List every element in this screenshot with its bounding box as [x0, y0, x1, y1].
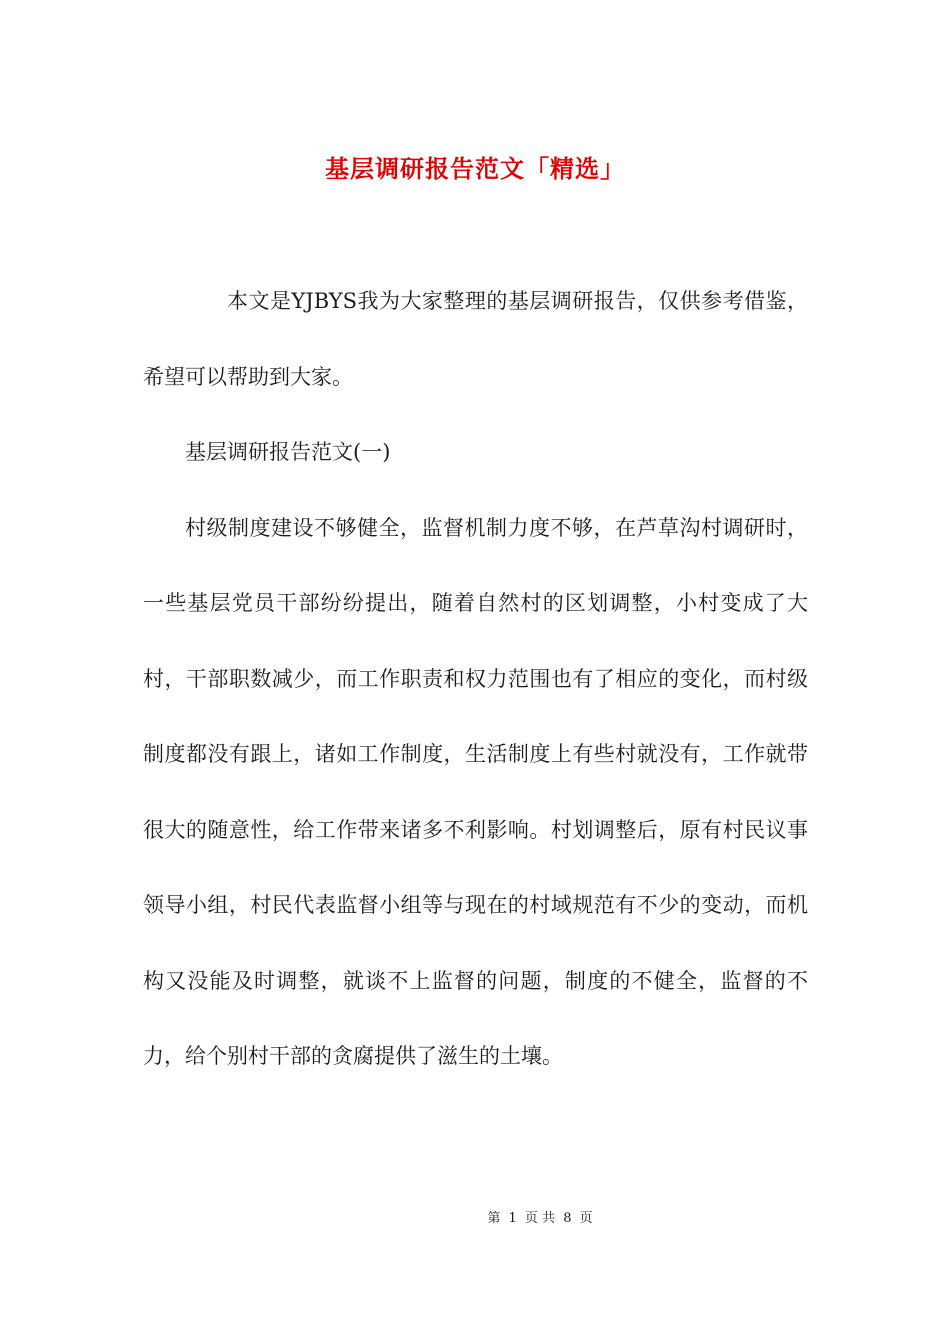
section-heading: 基层调研报告范文(一) — [185, 440, 391, 464]
intro-paragraph: 本文是YJBYS我为大家整理的基层调研报告，仅供参考借鉴，希望可以帮助到大家。 — [143, 289, 808, 389]
page-footer — [0, 1207, 950, 1226]
footer-suffix: 页 — [579, 1211, 593, 1226]
footer-page-number: 1 — [508, 1211, 517, 1226]
footer-prefix: 第 — [487, 1211, 501, 1226]
body-paragraph: 村级制度建设不够健全，监督机制力度不够，在芦草沟村调研时，一些基层党员干部纷纷提出，随着自然村的区划调整，小村变成了大村，干部职数减少，而工作职责和权力范围也有了相应的变化，而村级制度都没有跟上，诸如工作制度，生活制度上有些村就没有，工作就带很大的随意性，给工作带来诸多不利影响。村划调整后，原有村民议事领导小组，村民代表监督小组等与现在的村域规范有不少的变动，而机构又没能及时调整，就谈不上监督的问题，制度的不健全，监督的不力，给个别村干部的贪腐提供了滋生的土壤。 — [143, 515, 808, 1068]
footer-middle: 页 共 — [524, 1211, 556, 1226]
page-title: 基层调研报告范文「精选」 — [325, 154, 625, 184]
document-body — [143, 264, 808, 1095]
footer-total-pages: 8 — [563, 1211, 572, 1226]
